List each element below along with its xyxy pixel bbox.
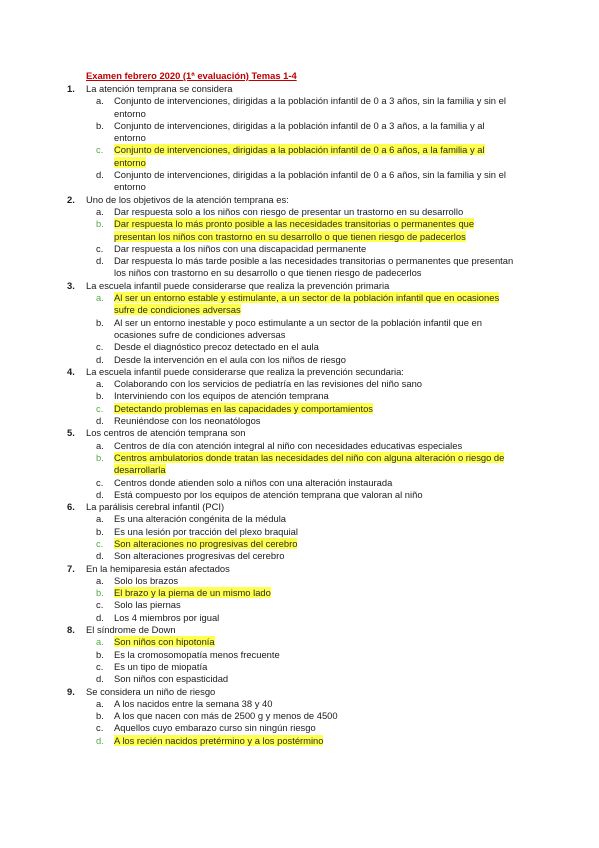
answer-option-b [86,649,515,661]
question-text [67,685,599,698]
answer-option-b [86,526,515,538]
answer-option-c [86,341,515,353]
answer-option-d [86,354,515,366]
question-text [67,427,599,439]
option-text: Aquellos cuyo embarazo curso sin ningún riesgo [114,722,316,734]
option-letter: b. [96,316,104,328]
question-number: 2. [67,193,75,205]
option-letter: b. [96,710,104,722]
highlighted-answer-text: Dar respuesta lo más pronto posible a las necesidades transitorias o permanentes que presentan los niños con trastorno en su desarrollo o que tienen riesgo de padecerlos [114,218,475,242]
question-1 [0,83,599,194]
option-letter: b. [96,587,104,599]
answer-option-c [86,661,515,673]
option-text: Conjunto de intervenciones, dirigidas a la población infantil de 0 a 3 años, a la familia y al entorno [114,119,485,144]
question-number: 5. [67,427,75,439]
option-letter: c. [96,722,104,734]
option-letter: a. [96,513,104,525]
option-letter: c. [96,402,104,414]
question-label: La escuela infantil puede considerarse que realiza la prevención primaria [86,279,390,291]
answer-option-a [86,440,515,452]
option-letter: a. [96,636,104,648]
answer-option-d [86,255,515,280]
question-text [67,279,599,292]
answer-option-c [86,722,515,734]
option-letter: c. [96,341,104,353]
option-text: Solo las piernas [114,599,181,611]
answer-option-b [86,218,515,243]
option-letter: a. [96,439,104,451]
answer-option-d [86,415,515,427]
question-3 [0,280,599,366]
option-letter: a. [96,292,104,304]
option-letter: d. [96,353,104,365]
answer-option-d [86,673,515,685]
option-letter: d. [96,734,104,746]
question-number: 9. [67,685,75,697]
question-text [67,193,599,206]
question-text [67,624,599,636]
exam-title: Examen febrero 2020 (1ª evaluación) Temas 1-4 [86,70,297,81]
question-4 [0,366,599,427]
option-letter: d. [96,611,104,623]
answer-option-b [86,120,515,145]
question-9 [0,686,599,747]
highlighted-answer-text: Son niños con hipotonía [114,636,215,648]
question-text [67,83,599,95]
answer-option-d [86,169,515,194]
answer-option-a [86,575,515,587]
highlighted-answer-text: Al ser un entorno estable y estimulante, a un sector de la población infantil que en ocasiones sufre de condiciones adversas [114,292,500,316]
answer-option-a [86,636,515,648]
answer-option-c [86,243,515,255]
option-text: Reuniéndose con los neonatólogos [114,415,261,427]
option-text: Centros de día con atención integral al niño con necesidades educativas especiales [114,439,463,451]
answer-option-b [86,390,515,402]
option-text: Es la cromosomopatía menos frecuente [114,648,280,660]
question-label: En la hemiparesia están afectados [86,562,230,574]
option-text: Centros donde atienden solo a niños con una alteración instaurada [114,476,393,488]
answer-option-c [86,599,515,611]
question-number: 6. [67,501,75,513]
question-text [67,562,599,575]
option-text: A los nacidos entre la semana 38 y 40 [114,697,273,709]
answer-option-a [86,513,515,525]
option-letter: d. [96,673,104,685]
option-text: Dar respuesta solo a los niños con riesgo de presentar un trastorno en su desarrollo [114,205,464,217]
option-text: Los 4 miembros por igual [114,611,220,623]
option-text: Es un tipo de miopatía [114,660,208,672]
option-text: Está compuesto por los equipos de atención temprana que valoran al niño [114,488,423,500]
option-text: Solo los brazos [114,574,179,586]
question-6 [0,501,599,562]
option-text: Son alteraciones progresivas del cerebro [114,550,285,562]
option-letter: b. [96,390,104,402]
answer-option-d [86,489,515,501]
option-text: Desde el diagnóstico precoz detectado en el aula [114,341,319,353]
option-letter: c. [96,599,104,611]
question-label: El síndrome de Down [86,624,176,636]
option-letter: b. [96,218,104,230]
answer-option-c [86,538,515,550]
question-label: Los centros de atención temprana son [86,427,246,439]
option-letter: d. [96,488,104,500]
highlighted-answer-text: El brazo y la pierna de un mismo lado [114,587,271,599]
option-text: Interviniendo con los equipos de atención temprana [114,390,329,402]
option-text: Conjunto de intervenciones, dirigidas a la población infantil de 0 a 6 años, sin la familia y sin el entorno [114,169,506,193]
question-2 [0,194,599,280]
option-letter: d. [96,169,104,181]
answer-option-b [86,587,515,599]
answer-option-a [86,206,515,218]
option-letter: d. [96,255,104,267]
option-text: Es una lesión por tracción del plexo braquial [114,525,298,537]
option-letter: b. [96,525,104,537]
option-text: Es una alteración congénita de la médula [114,513,286,525]
answer-option-d [86,612,515,624]
option-text: A los que nacen con más de 2500 g y menos de 4500 [114,710,338,722]
answer-option-b [86,452,515,477]
question-label: La parálisis cerebral infantil (PCI) [86,501,225,513]
answer-option-c [86,477,515,489]
option-letter: c. [96,660,104,672]
question-text [67,501,599,513]
question-text [67,365,599,378]
answer-option-b [86,710,515,722]
option-letter: a. [96,697,104,709]
question-8 [0,624,599,685]
answer-option-c [86,403,515,415]
question-number: 7. [67,562,75,574]
option-text: Conjunto de intervenciones, dirigidas a la población infantil de 0 a 3 años, sin la familia y sin el entorno [114,95,506,119]
option-letter: a. [96,95,104,107]
question-label: Uno de los objetivos de la atención temprana es: [86,193,289,205]
question-label: La escuela infantil puede considerarse que realiza la prevención secundaria: [86,365,404,377]
option-letter: c. [96,476,104,488]
question-number: 8. [67,624,75,636]
question-number: 4. [67,365,75,377]
highlighted-answer-text: Son alteraciones no progresivas del cerebro [114,537,298,549]
option-text: Al ser un entorno inestable y poco estimulante a un sector de la población infantil que en ocasiones sufre de condiciones adversas [114,316,482,340]
option-letter: d. [96,550,104,562]
option-text: Dar respuesta lo más tarde posible a las necesidades transitorias o permanentes que presentan los niños con trastorno en su desarrollo o que tienen riesgo de padecerlos [114,255,514,279]
option-text: Dar respuesta a los niños con una discapacidad permanente [114,242,367,254]
option-letter: c. [96,144,104,156]
answer-option-a [86,95,515,120]
option-letter: a. [96,574,104,586]
option-letter: a. [96,205,104,217]
answer-option-b [86,317,515,342]
question-label: Se considera un niño de riesgo [86,685,216,697]
question-list [0,83,599,747]
question-number: 3. [67,279,75,291]
option-text: Desde la intervención en el aula con los niños de riesgo [114,353,346,365]
option-text: Son niños con espasticidad [114,673,229,685]
highlighted-answer-text: Detectando problemas en las capacidades y comportamientos [114,402,373,414]
option-letter: c. [96,242,104,254]
question-number: 1. [67,83,75,94]
answer-option-d [86,735,515,747]
answer-option-d [86,550,515,562]
answer-option-a [86,292,515,317]
option-text: Colaborando con los servicios de pediatría en las revisiones del niño sano [114,378,422,390]
highlighted-answer-text: Conjunto de intervenciones, dirigidas a la población infantil de 0 a 6 años, a la familia y al entorno [114,144,485,168]
question-7 [0,563,599,624]
question-5 [0,427,599,501]
option-letter: b. [96,648,104,660]
option-letter: b. [96,451,104,463]
highlighted-answer-text: Centros ambulatorios donde tratan las necesidades del niño con alguna alteración o riesgo de desarrollarla [114,451,505,476]
answer-option-a [86,698,515,710]
option-letter: a. [96,378,104,390]
answer-option-c [86,144,515,169]
highlighted-answer-text: A los recién nacidos pretérmino y a los postérmino [114,734,324,746]
question-label: La atención temprana se considera [86,83,233,94]
answer-option-a [86,378,515,390]
option-letter: c. [96,537,104,549]
option-letter: b. [96,119,104,131]
option-letter: d. [96,415,104,427]
